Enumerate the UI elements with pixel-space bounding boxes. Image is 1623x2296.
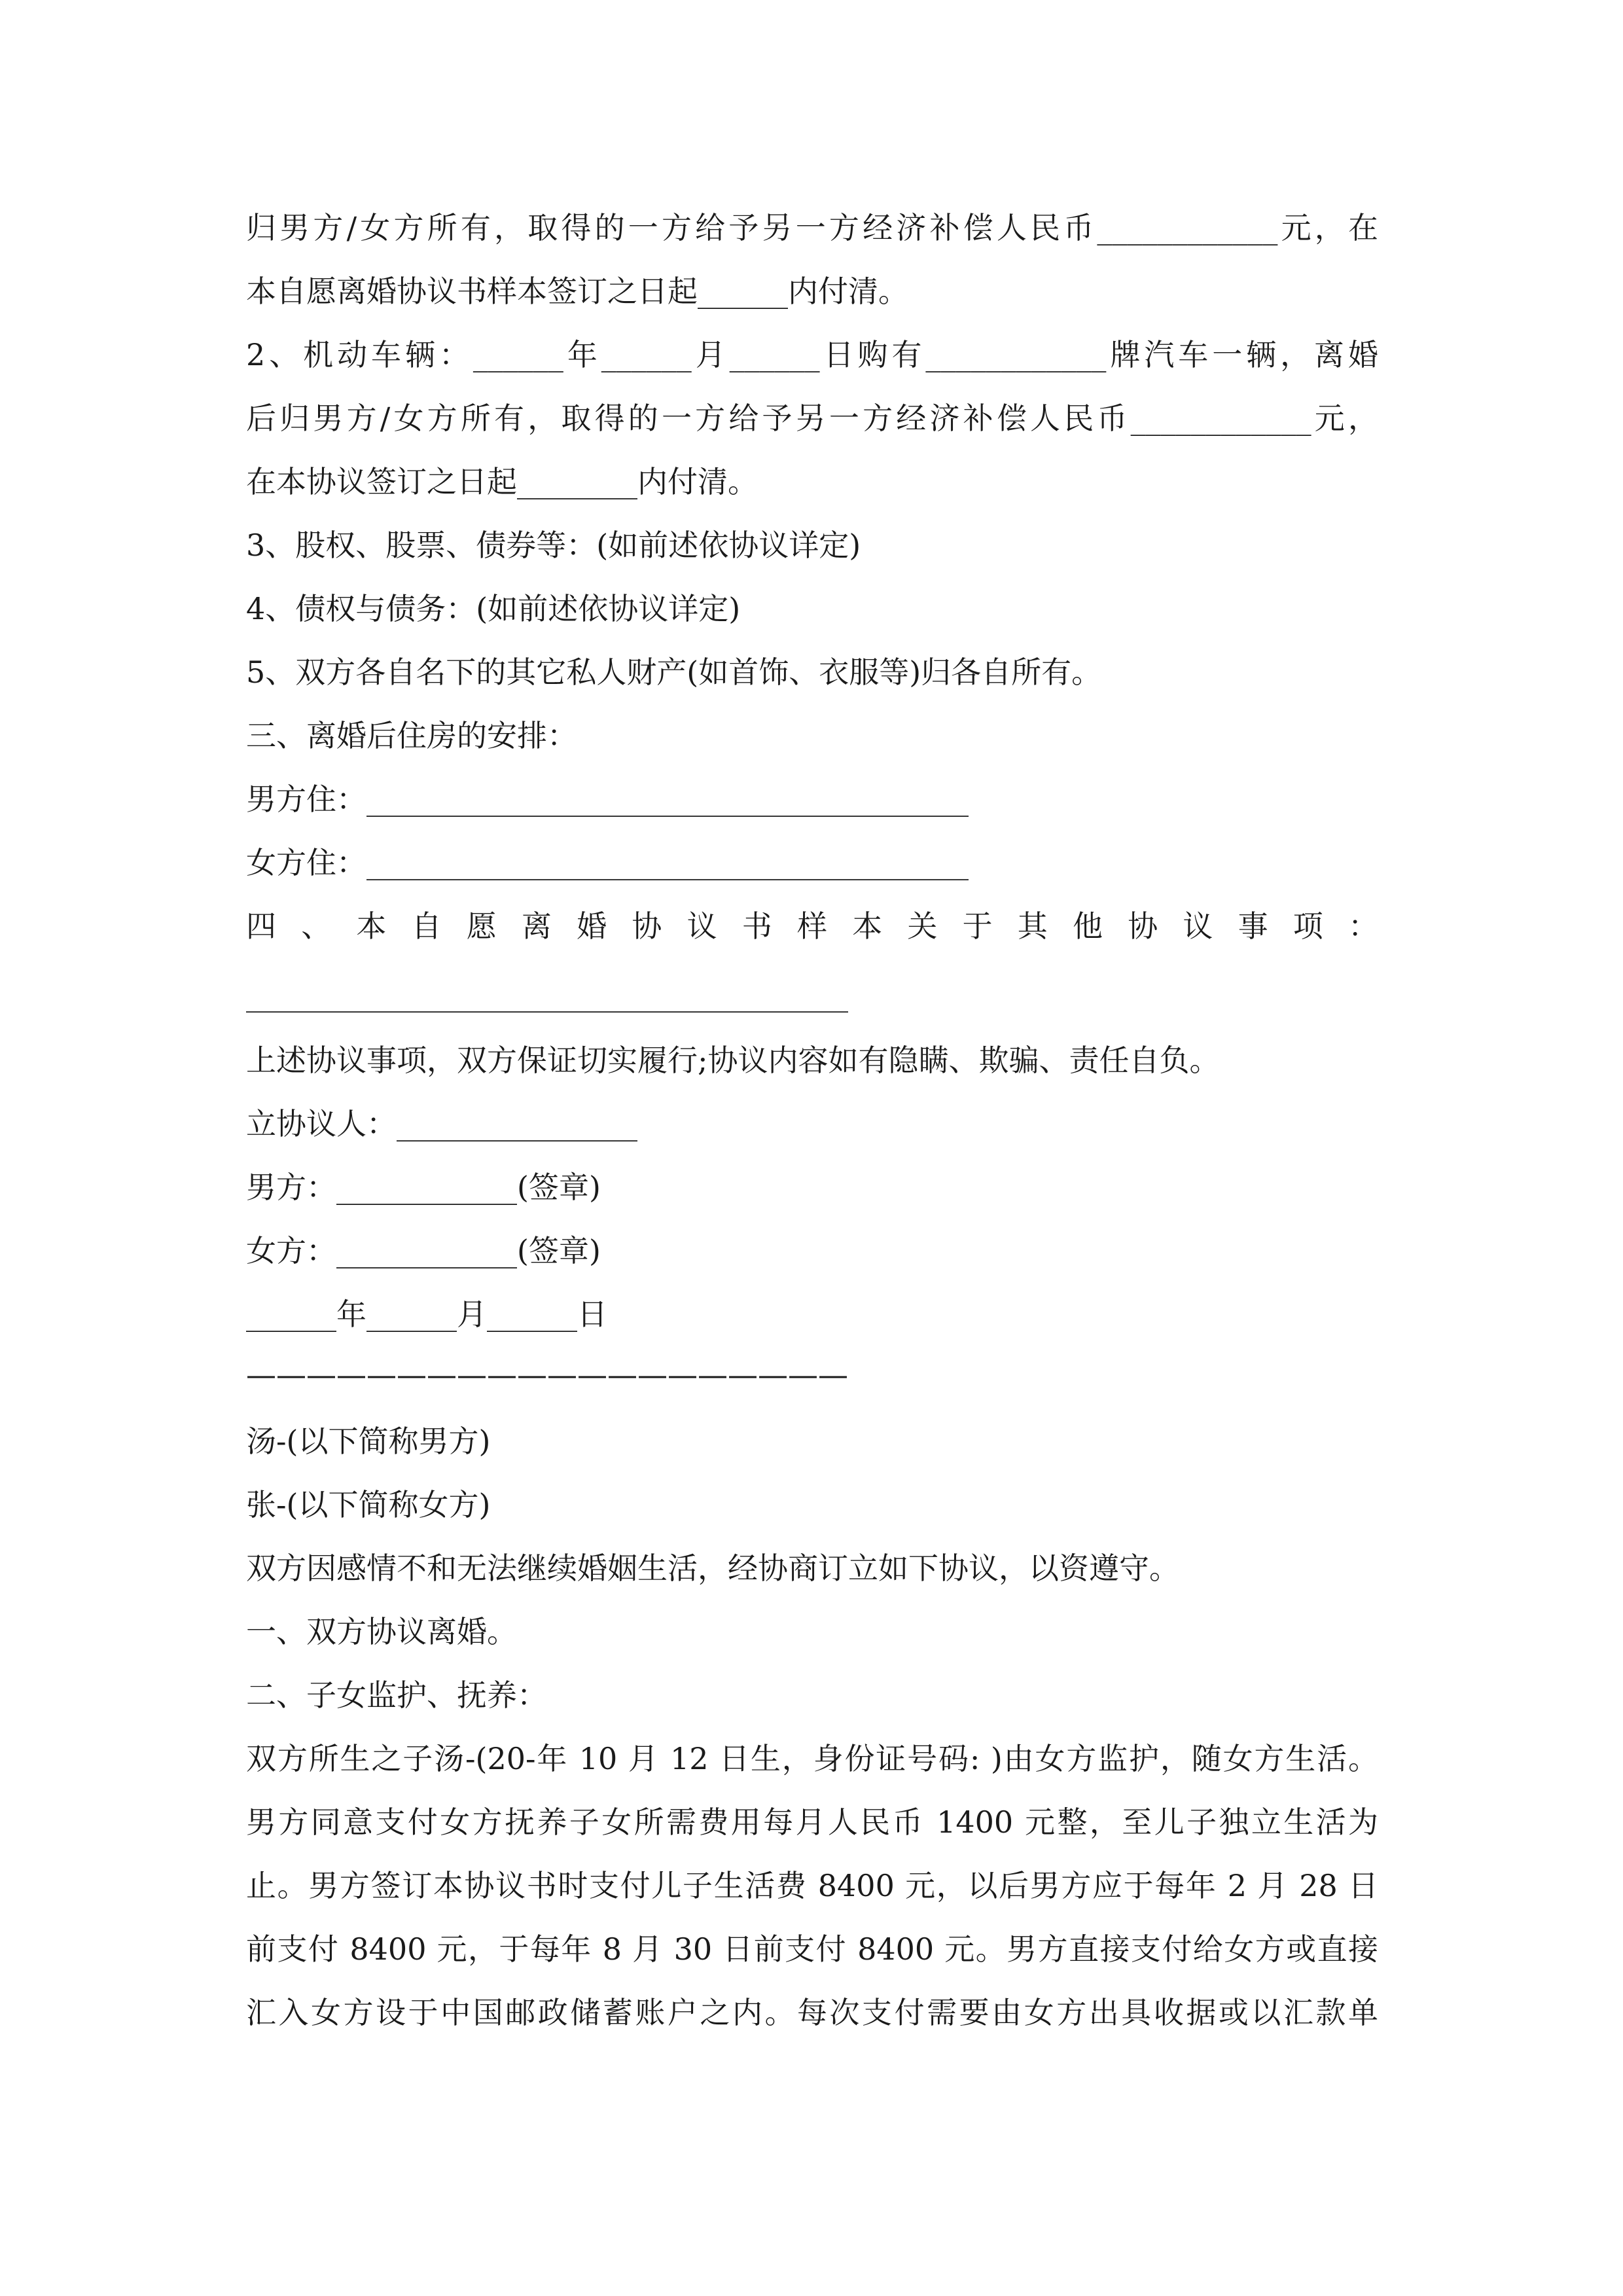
separator-line: ————————————————————	[246, 1357, 848, 1392]
text-line: ________________________________________	[246, 977, 848, 1013]
text-line: 2、机动车辆：______年______月______日购有____________牌汽车一辆，离婚	[246, 337, 1378, 372]
text-line: 女方住：________________________________________	[246, 845, 969, 880]
text-line: 张-(以下简称女方)	[246, 1487, 491, 1522]
section-heading: 二、子女监护、抚养：	[246, 1677, 547, 1713]
text-line: 上述协议事项，双方保证切实履行;协议内容如有隐瞒、欺骗、责任自负。	[246, 1043, 1220, 1078]
text-line: ______年______月______日	[246, 1297, 607, 1332]
text-line: 5、双方各自名下的其它私人财产(如首饰、衣服等)归各自所有。	[246, 655, 1102, 690]
text-line: 女方：____________(签章)	[246, 1233, 601, 1268]
text-line: 汤-(以下简称男方)	[246, 1424, 491, 1459]
text-line: 双方因感情不和无法继续婚姻生活，经协商订立如下协议，以资遵守。	[246, 1551, 1179, 1586]
text-line: 汇入女方设于中国邮政储蓄账户之内。每次支付需要由女方出具收据或以汇款单	[246, 1995, 1378, 2030]
text-line: 本自愿离婚协议书样本签订之日起______内付清。	[246, 274, 908, 309]
text-line: 归男方/女方所有，取得的一方给予另一方经济补偿人民币____________元，在	[246, 210, 1378, 245]
text-line: 后归男方/女方所有，取得的一方给予另一方经济补偿人民币____________元，	[246, 401, 1378, 436]
text-line: 止。男方签订本协议书时支付儿子生活费 8400 元，以后男方应于每年 2 月 28 日	[246, 1868, 1378, 1903]
text-line: 前支付 8400 元，于每年 8 月 30 日前支付 8400 元。男方直接支付给女方或直接	[246, 1931, 1378, 1967]
text-line: 4、债权与债务：(如前述依协议详定)	[246, 591, 741, 626]
text-line: 双方所生之子汤-(20-年 10 月 12 日生，身份证号码: )由女方监护，随女方生活。	[246, 1741, 1378, 1776]
section-heading: 四 、 本 自 愿 离 婚 协 议 书 样 本 关 于 其 他 协 议 事 项 ：	[246, 908, 1378, 944]
text-line: 男方同意支付女方抚养子女所需费用每月人民币 1400 元整，至儿子独立生活为	[246, 1804, 1378, 1840]
text-line: 立协议人：________________	[246, 1106, 637, 1141]
text-line: 男方：____________(签章)	[246, 1170, 601, 1205]
text-line: 男方住：________________________________________	[246, 781, 969, 817]
text-line: 在本协议签订之日起________内付清。	[246, 464, 758, 499]
text-line: 3、股权、股票、债券等：(如前述依协议详定)	[246, 528, 861, 563]
section-heading: 一、双方协议离婚。	[246, 1614, 517, 1649]
section-heading: 三、离婚后住房的安排：	[246, 718, 577, 753]
